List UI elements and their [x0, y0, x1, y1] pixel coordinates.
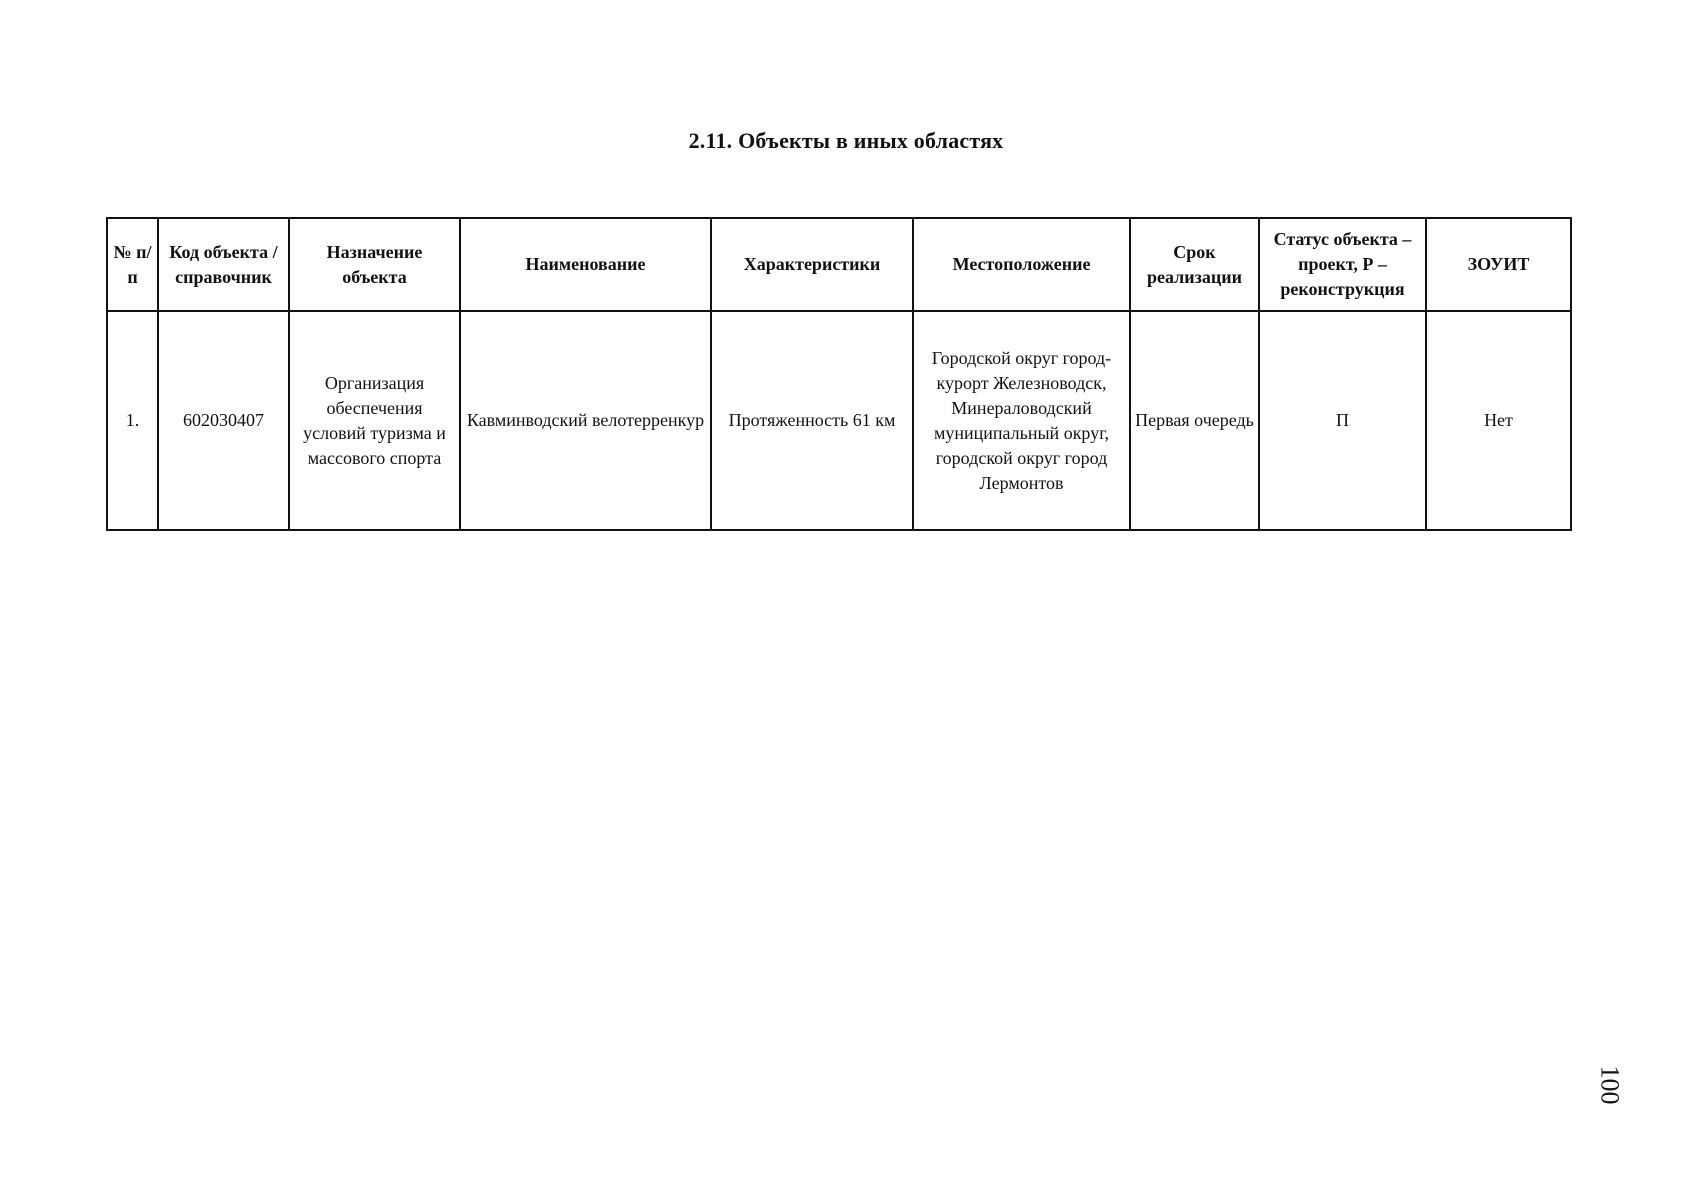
cell-zouit: Нет: [1426, 311, 1571, 530]
cell-purpose: Организация обеспечения условий туризма и массового спорта: [289, 311, 460, 530]
table-header-row: [107, 218, 1571, 311]
cell-characteristics: Протяженность 61 км: [711, 311, 913, 530]
header-name: Наименование: [460, 218, 711, 311]
cell-location: Городской округ город-курорт Железноводск, Минераловодский муниципальный округ, городской округ город Лермонтов: [913, 311, 1130, 530]
cell-term: Первая очередь: [1130, 311, 1259, 530]
page-number: 100: [1595, 1065, 1625, 1105]
objects-table: [106, 217, 1572, 531]
section-title: 2.11. Объекты в иных областях: [688, 128, 1004, 153]
header-purpose: Назначение объекта: [289, 218, 460, 311]
header-characteristics: Характеристики: [711, 218, 913, 311]
header-status: Статус объекта – проект, Р – реконструкция: [1259, 218, 1426, 311]
cell-name: Кавминводский велотерренкур: [460, 311, 711, 530]
table-row: [107, 311, 1571, 530]
cell-code: 602030407: [158, 311, 289, 530]
header-num: № п/п: [107, 218, 158, 311]
header-code: Код объекта / справочник: [158, 218, 289, 311]
cell-status: П: [1259, 311, 1426, 530]
cell-num: 1.: [107, 311, 158, 530]
header-term: Срок реализации: [1130, 218, 1259, 311]
header-location: Местоположение: [913, 218, 1130, 311]
header-zouit: ЗОУИТ: [1426, 218, 1571, 311]
